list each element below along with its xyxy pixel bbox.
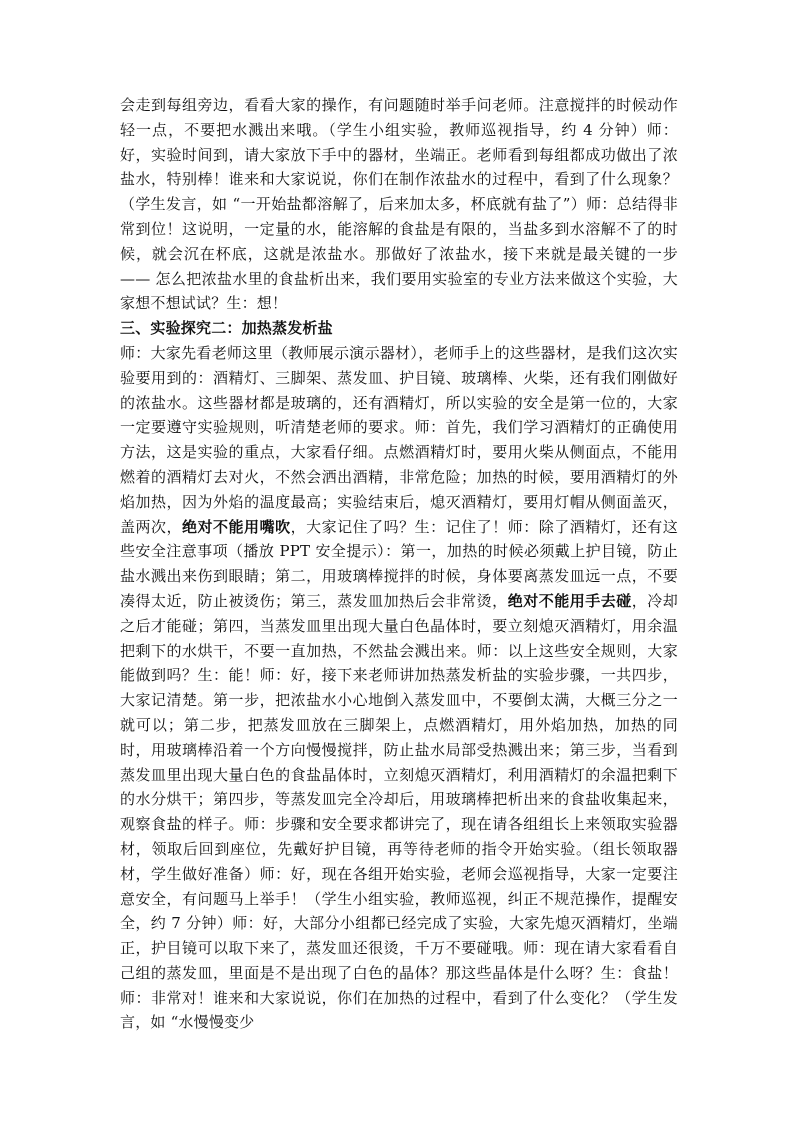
section-heading: 三、实验探究二：加热蒸发析盐 — [120, 319, 333, 338]
paragraph-text: 师：大家先看老师这里（教师展示演示器材），老师手上的这些器材，是我们这次实验要用到的：酒精灯、三脚架、蒸发皿、护目镜、玻璃棒、火柴，还有我们刚做好的浓盐水。这些器材都是玻璃的，还有酒精灯，所以实验的安全是第一位的，大家一定要遵守实验规则，听清楚老师的要求。师：首先，我们学习酒精灯的正确使用方法，这是实验的重点，大家看仔细。点燃酒精灯时，要用火柴从侧面点，不能用燃着的酒精灯去对火，不然会洒出酒精，非常危险；加热的时候，要用酒精灯的外焰加热，因为外焰的温度最高；实验结束后，熄灭酒精灯，要用灯帽从侧面盖灭，盖两次， — [120, 343, 678, 536]
document-page — [120, 93, 678, 1035]
paragraph — [120, 341, 678, 1035]
bold-warning-text: 绝对不能用手去碰 — [507, 591, 632, 610]
paragraph: 会走到每组旁边，看看大家的操作，有问题随时举手问老师。注意搅拌的时候动作轻一点，不要把水溅出来哦。（学生小组实验，教师巡视指导，约 4 分钟）师：好，实验时间到，请大家放下手中的器材，坐端正。老师看到每组都成功做出了浓盐水，特别棒！谁来和大家说说，你们在制作浓盐水的过程中，看到了什么现象？（学生发言，如 “一开始盐都溶解了，后来加太多，杯底就有盐了”）师：总结得非常到位！这说明，一定量的水，能溶解的食盐是有限的，当盐多到水溶解不了的时候，就会沉在杯底，这就是浓盐水。那做好了浓盐水，接下来就是最关键的一步 —— 怎么把浓盐水里的食盐析出来，我们要用实验室的专业方法来做这个实验，大家想不想试试？生：想！ — [120, 96, 678, 313]
bold-warning-text: 绝对不能用嘴吹 — [182, 517, 291, 536]
paragraph-text: ，冷却之后才能碰；第四，当蒸发皿里出现大量白色晶体时，要立刻熄灭酒精灯，用余温把剩下的水烘干，不要一直加热，不然盐会溅出来。师：以上这些安全规则，大家能做到吗？生：能！师：好，接下来老师讲加热蒸发析盐的实验步骤，一共四步，大家记清楚。第一步，把浓盐水小心地倒入蒸发皿中，不要倒太满，大概三分之一就可以；第二步，把蒸发皿放在三脚架上，点燃酒精灯，用外焰加热，加热的同时，用玻璃棒沿着一个方向慢慢搅拌，防止盐水局部受热溅出来；第三步，当看到蒸发皿里出现大量白色的食盐晶体时，立刻熄灭酒精灯，利用酒精灯的余温把剩下的水分烘干；第四步，等蒸发皿完全冷却后，用玻璃棒把析出来的食盐收集起来，观察食盐的样子。师：步骤和安全要求都讲完了，现在请各组组长上来领取实验器材，领取后回到座位，先戴好护目镜，再等待老师的指令开始实验。（组长领取器材，学生做好准备）师：好，现在各组开始实验，老师会巡视指导，大家一定要注意安全，有问题马上举手！（学生小组实验，教师巡视，纠正不规范操作，提醒安全，约 7 分钟）师：好，大部分小组都已经完成了实验，大家先熄灭酒精灯，坐端正，护目镜可以取下来了，蒸发皿还很烫，千万不要碰哦。师：现在请大家看看自己组的蒸发皿，里面是不是出现了白色的晶体？那这些晶体是什么呀？生：食盐！师：非常对！谁来和大家说说，你们在加热的过程中，看到了什么变化？（学生发言，如 “水慢慢变少 — [120, 591, 678, 1032]
paragraph-text: ，大家记住了吗？生：记住了！师：除了酒精灯，还有这些安全注意事项（播放 PPT 安全提示）：第一，加热的时候必须戴上护目镜，防止盐水溅出来伤到眼睛；第二，用玻璃棒搅拌的时候，身体要离蒸发皿远一点，不要凑得太近，防止被烫伤；第三，蒸发皿加热后会非常烫， — [120, 517, 678, 610]
